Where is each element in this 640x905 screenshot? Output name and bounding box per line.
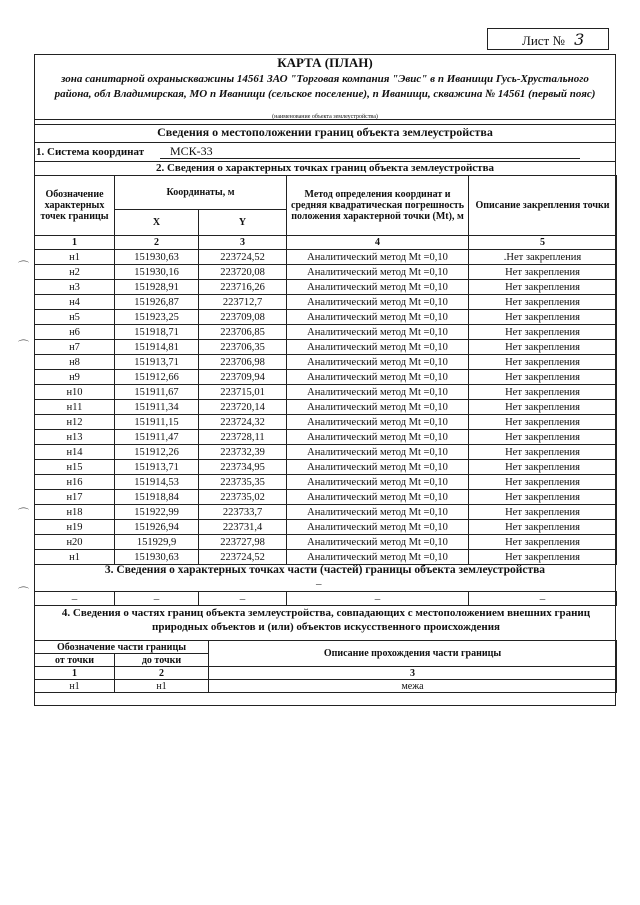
x-cell: 151911,34	[115, 400, 199, 415]
y-cell: 223724,52	[199, 250, 287, 265]
point-cell: н1	[35, 550, 115, 565]
col-from-header: от точки	[35, 654, 115, 667]
table-row	[35, 520, 617, 535]
table-row	[35, 445, 617, 460]
method-cell: Аналитический метод Мt =0,10	[287, 460, 469, 475]
col-point-header: Обозначение характерных точек границы	[35, 176, 115, 236]
x-cell: 151918,71	[115, 325, 199, 340]
x-cell: 151928,91	[115, 280, 199, 295]
desc-cell: Нет закрепления	[469, 460, 617, 475]
x-cell: 151914,81	[115, 340, 199, 355]
method-cell: Аналитический метод Мt =0,10	[287, 535, 469, 550]
y-cell: 223735,02	[199, 490, 287, 505]
boundary-desc-cell: межа	[209, 680, 617, 693]
x-cell: 151911,47	[115, 430, 199, 445]
col-number: 4	[287, 236, 469, 250]
points-table	[34, 175, 617, 565]
y-cell: 223706,35	[199, 340, 287, 355]
point-cell: н12	[35, 415, 115, 430]
method-cell: Аналитический метод Мt =0,10	[287, 520, 469, 535]
y-cell: 223709,08	[199, 310, 287, 325]
table-row	[35, 250, 617, 265]
col-number: 2	[115, 236, 199, 250]
point-cell: н15	[35, 460, 115, 475]
parts-dash: –	[199, 592, 287, 606]
desc-cell: Нет закрепления	[469, 430, 617, 445]
x-cell: 151930,63	[115, 250, 199, 265]
y-cell: 223732,39	[199, 445, 287, 460]
point-cell: н1	[35, 250, 115, 265]
method-cell: Аналитический метод Мt =0,10	[287, 340, 469, 355]
x-cell: 151912,26	[115, 445, 199, 460]
parts-dash: –	[115, 592, 199, 606]
y-cell: 223715,01	[199, 385, 287, 400]
point-cell: н10	[35, 385, 115, 400]
table-row	[35, 340, 617, 355]
x-cell: 151914,53	[115, 475, 199, 490]
method-cell: Аналитический метод Мt =0,10	[287, 250, 469, 265]
method-cell: Аналитический метод Мt =0,10	[287, 400, 469, 415]
col-number: 3	[199, 236, 287, 250]
point-cell: н20	[35, 535, 115, 550]
method-cell: Аналитический метод Мt =0,10	[287, 415, 469, 430]
desc-cell: Нет закрепления	[469, 550, 617, 565]
point-cell: н14	[35, 445, 115, 460]
x-cell: 151930,16	[115, 265, 199, 280]
punch-mark: ⌒	[18, 587, 29, 599]
x-cell: 151922,99	[115, 505, 199, 520]
y-cell: 223734,95	[199, 460, 287, 475]
method-cell: Аналитический метод Мt =0,10	[287, 475, 469, 490]
y-cell: 223720,08	[199, 265, 287, 280]
desc-cell: Нет закрепления	[469, 490, 617, 505]
y-cell: 223706,85	[199, 325, 287, 340]
y-cell: 223731,4	[199, 520, 287, 535]
point-cell: н13	[35, 430, 115, 445]
table-row	[35, 370, 617, 385]
point-cell: н11	[35, 400, 115, 415]
y-cell: 223727,98	[199, 535, 287, 550]
point-cell: н6	[35, 325, 115, 340]
table-row	[35, 550, 617, 565]
table-row	[35, 535, 617, 550]
table-row	[35, 415, 617, 430]
point-cell: н17	[35, 490, 115, 505]
x-cell: 151913,71	[115, 460, 199, 475]
table-row	[35, 400, 617, 415]
x-cell: 151926,94	[115, 520, 199, 535]
y-cell: 223735,35	[199, 475, 287, 490]
col-designation-header: Обозначение части границы	[35, 641, 209, 654]
method-cell: Аналитический метод Мt =0,10	[287, 370, 469, 385]
col-x-header: X	[115, 210, 199, 236]
table-row	[35, 680, 617, 693]
col-number: 5	[469, 236, 617, 250]
table-row	[35, 385, 617, 400]
boundaries-table	[34, 640, 617, 693]
method-cell: Аналитический метод Мt =0,10	[287, 430, 469, 445]
col-to-header: до точки	[115, 654, 209, 667]
method-cell: Аналитический метод Мt =0,10	[287, 355, 469, 370]
col-coords-header: Координаты, м	[115, 176, 287, 210]
method-cell: Аналитический метод Мt =0,10	[287, 310, 469, 325]
object-name-note: (наименование объекта землеустройства)	[272, 114, 378, 120]
desc-cell: Нет закрепления	[469, 310, 617, 325]
method-cell: Аналитический метод Мt =0,10	[287, 505, 469, 520]
desc-cell: Нет закрепления	[469, 445, 617, 460]
point-cell: н9	[35, 370, 115, 385]
from-cell: н1	[35, 680, 115, 693]
method-cell: Аналитический метод Мt =0,10	[287, 280, 469, 295]
point-cell: н3	[35, 280, 115, 295]
x-cell: 151930,63	[115, 550, 199, 565]
x-cell: 151913,71	[115, 355, 199, 370]
desc-cell: Нет закрепления	[469, 385, 617, 400]
method-cell: Аналитический метод Мt =0,10	[287, 490, 469, 505]
desc-cell: Нет закрепления	[469, 535, 617, 550]
desc-cell: .Нет закрепления	[469, 250, 617, 265]
point-cell: н8	[35, 355, 115, 370]
table-row	[35, 280, 617, 295]
section-boundaries-title: 4. Сведения о частях границ объекта землеустройства, совпадающих с местоположением внешних границ природных объектов и (или) объектов искусственного происхождения	[61, 607, 591, 633]
x-cell: 151911,15	[115, 415, 199, 430]
x-cell: 151923,25	[115, 310, 199, 325]
punch-mark: ⌒	[18, 508, 29, 520]
table-row	[35, 490, 617, 505]
desc-cell: Нет закрепления	[469, 475, 617, 490]
parts-dash: –	[287, 592, 469, 606]
table-row	[35, 505, 617, 520]
method-cell: Аналитический метод Мt =0,10	[287, 265, 469, 280]
coord-system-label: 1. Система координат	[36, 146, 145, 158]
col-method-header: Метод определения координат и средняя квадратическая погрешность положения характерной точки (Мt), м	[287, 176, 469, 236]
desc-cell: Нет закрепления	[469, 370, 617, 385]
y-cell: 223709,94	[199, 370, 287, 385]
x-cell: 151926,87	[115, 295, 199, 310]
point-cell: н5	[35, 310, 115, 325]
object-description: зона санитарной охраныскважины 14561 ЗАО "Торговая компания "Эвис" в п Иванищи Гусь-Хрустального района, обл Владимирская, МО п Иванищи (сельское поселение), п Иванищи, скважина № 14561 (первый пояс)	[54, 73, 596, 100]
table-row	[35, 310, 617, 325]
x-cell: 151912,66	[115, 370, 199, 385]
table-row	[35, 430, 617, 445]
y-cell: 223724,52	[199, 550, 287, 565]
desc-cell: Нет закрепления	[469, 415, 617, 430]
coord-system-underline	[160, 158, 580, 159]
point-cell: н18	[35, 505, 115, 520]
y-cell: 223716,26	[199, 280, 287, 295]
method-cell: Аналитический метод Мt =0,10	[287, 550, 469, 565]
table-row	[35, 460, 617, 475]
punch-mark: ⌒	[18, 340, 29, 352]
desc-cell: Нет закрепления	[469, 505, 617, 520]
point-cell: н16	[35, 475, 115, 490]
method-cell: Аналитический метод Мt =0,10	[287, 385, 469, 400]
y-cell: 223706,98	[199, 355, 287, 370]
y-cell: 223728,11	[199, 430, 287, 445]
sheet-number: 3	[574, 30, 585, 49]
col-boundary-desc-header: Описание прохождения части границы	[209, 641, 617, 667]
col-number: 2	[115, 667, 209, 680]
x-cell: 151918,84	[115, 490, 199, 505]
y-cell: 223733,7	[199, 505, 287, 520]
y-cell: 223720,14	[199, 400, 287, 415]
section-location-title: Сведения о местоположении границ объекта землеустройства	[157, 125, 493, 139]
punch-mark: ⌒	[18, 261, 29, 273]
desc-cell: Нет закрепления	[469, 325, 617, 340]
point-cell: н7	[35, 340, 115, 355]
desc-cell: Нет закрепления	[469, 355, 617, 370]
col-number: 1	[35, 667, 115, 680]
col-y-header: Y	[199, 210, 287, 236]
section-points-title: 2. Сведения о характерных точках границ объекта землеустройства	[155, 162, 495, 174]
table-row	[35, 265, 617, 280]
y-cell: 223712,7	[199, 295, 287, 310]
point-cell: н4	[35, 295, 115, 310]
col-number: 1	[35, 236, 115, 250]
desc-cell: Нет закрепления	[469, 265, 617, 280]
section-parts-title: 3. Сведения о характерных точках части (частей) границы объекта землеустройства	[104, 564, 546, 576]
to-cell: н1	[115, 680, 209, 693]
table-row	[35, 295, 617, 310]
table-row	[35, 325, 617, 340]
x-cell: 151911,67	[115, 385, 199, 400]
coord-system-value: МСК-33	[170, 144, 213, 158]
desc-cell: Нет закрепления	[469, 340, 617, 355]
document-title: КАРТА (ПЛАН)	[277, 55, 373, 70]
divider	[34, 142, 616, 143]
method-cell: Аналитический метод Мt =0,10	[287, 445, 469, 460]
parts-table	[34, 591, 617, 606]
parts-dash: –	[35, 592, 115, 606]
method-cell: Аналитический метод Мt =0,10	[287, 295, 469, 310]
desc-cell: Нет закрепления	[469, 400, 617, 415]
method-cell: Аналитический метод Мt =0,10	[287, 325, 469, 340]
y-cell: 223724,32	[199, 415, 287, 430]
sheet-number-box	[487, 28, 609, 50]
parts-dash: –	[469, 592, 617, 606]
desc-cell: Нет закрепления	[469, 280, 617, 295]
table-row	[35, 475, 617, 490]
desc-cell: Нет закрепления	[469, 295, 617, 310]
col-desc-header: Описание закрепления точки	[469, 176, 617, 236]
x-cell: 151929,9	[115, 535, 199, 550]
col-number: 3	[209, 667, 617, 680]
table-row	[35, 355, 617, 370]
sheet-label: Лист №	[522, 33, 565, 48]
point-cell: н2	[35, 265, 115, 280]
point-cell: н19	[35, 520, 115, 535]
desc-cell: Нет закрепления	[469, 520, 617, 535]
parts-top-dash: –	[316, 578, 322, 590]
